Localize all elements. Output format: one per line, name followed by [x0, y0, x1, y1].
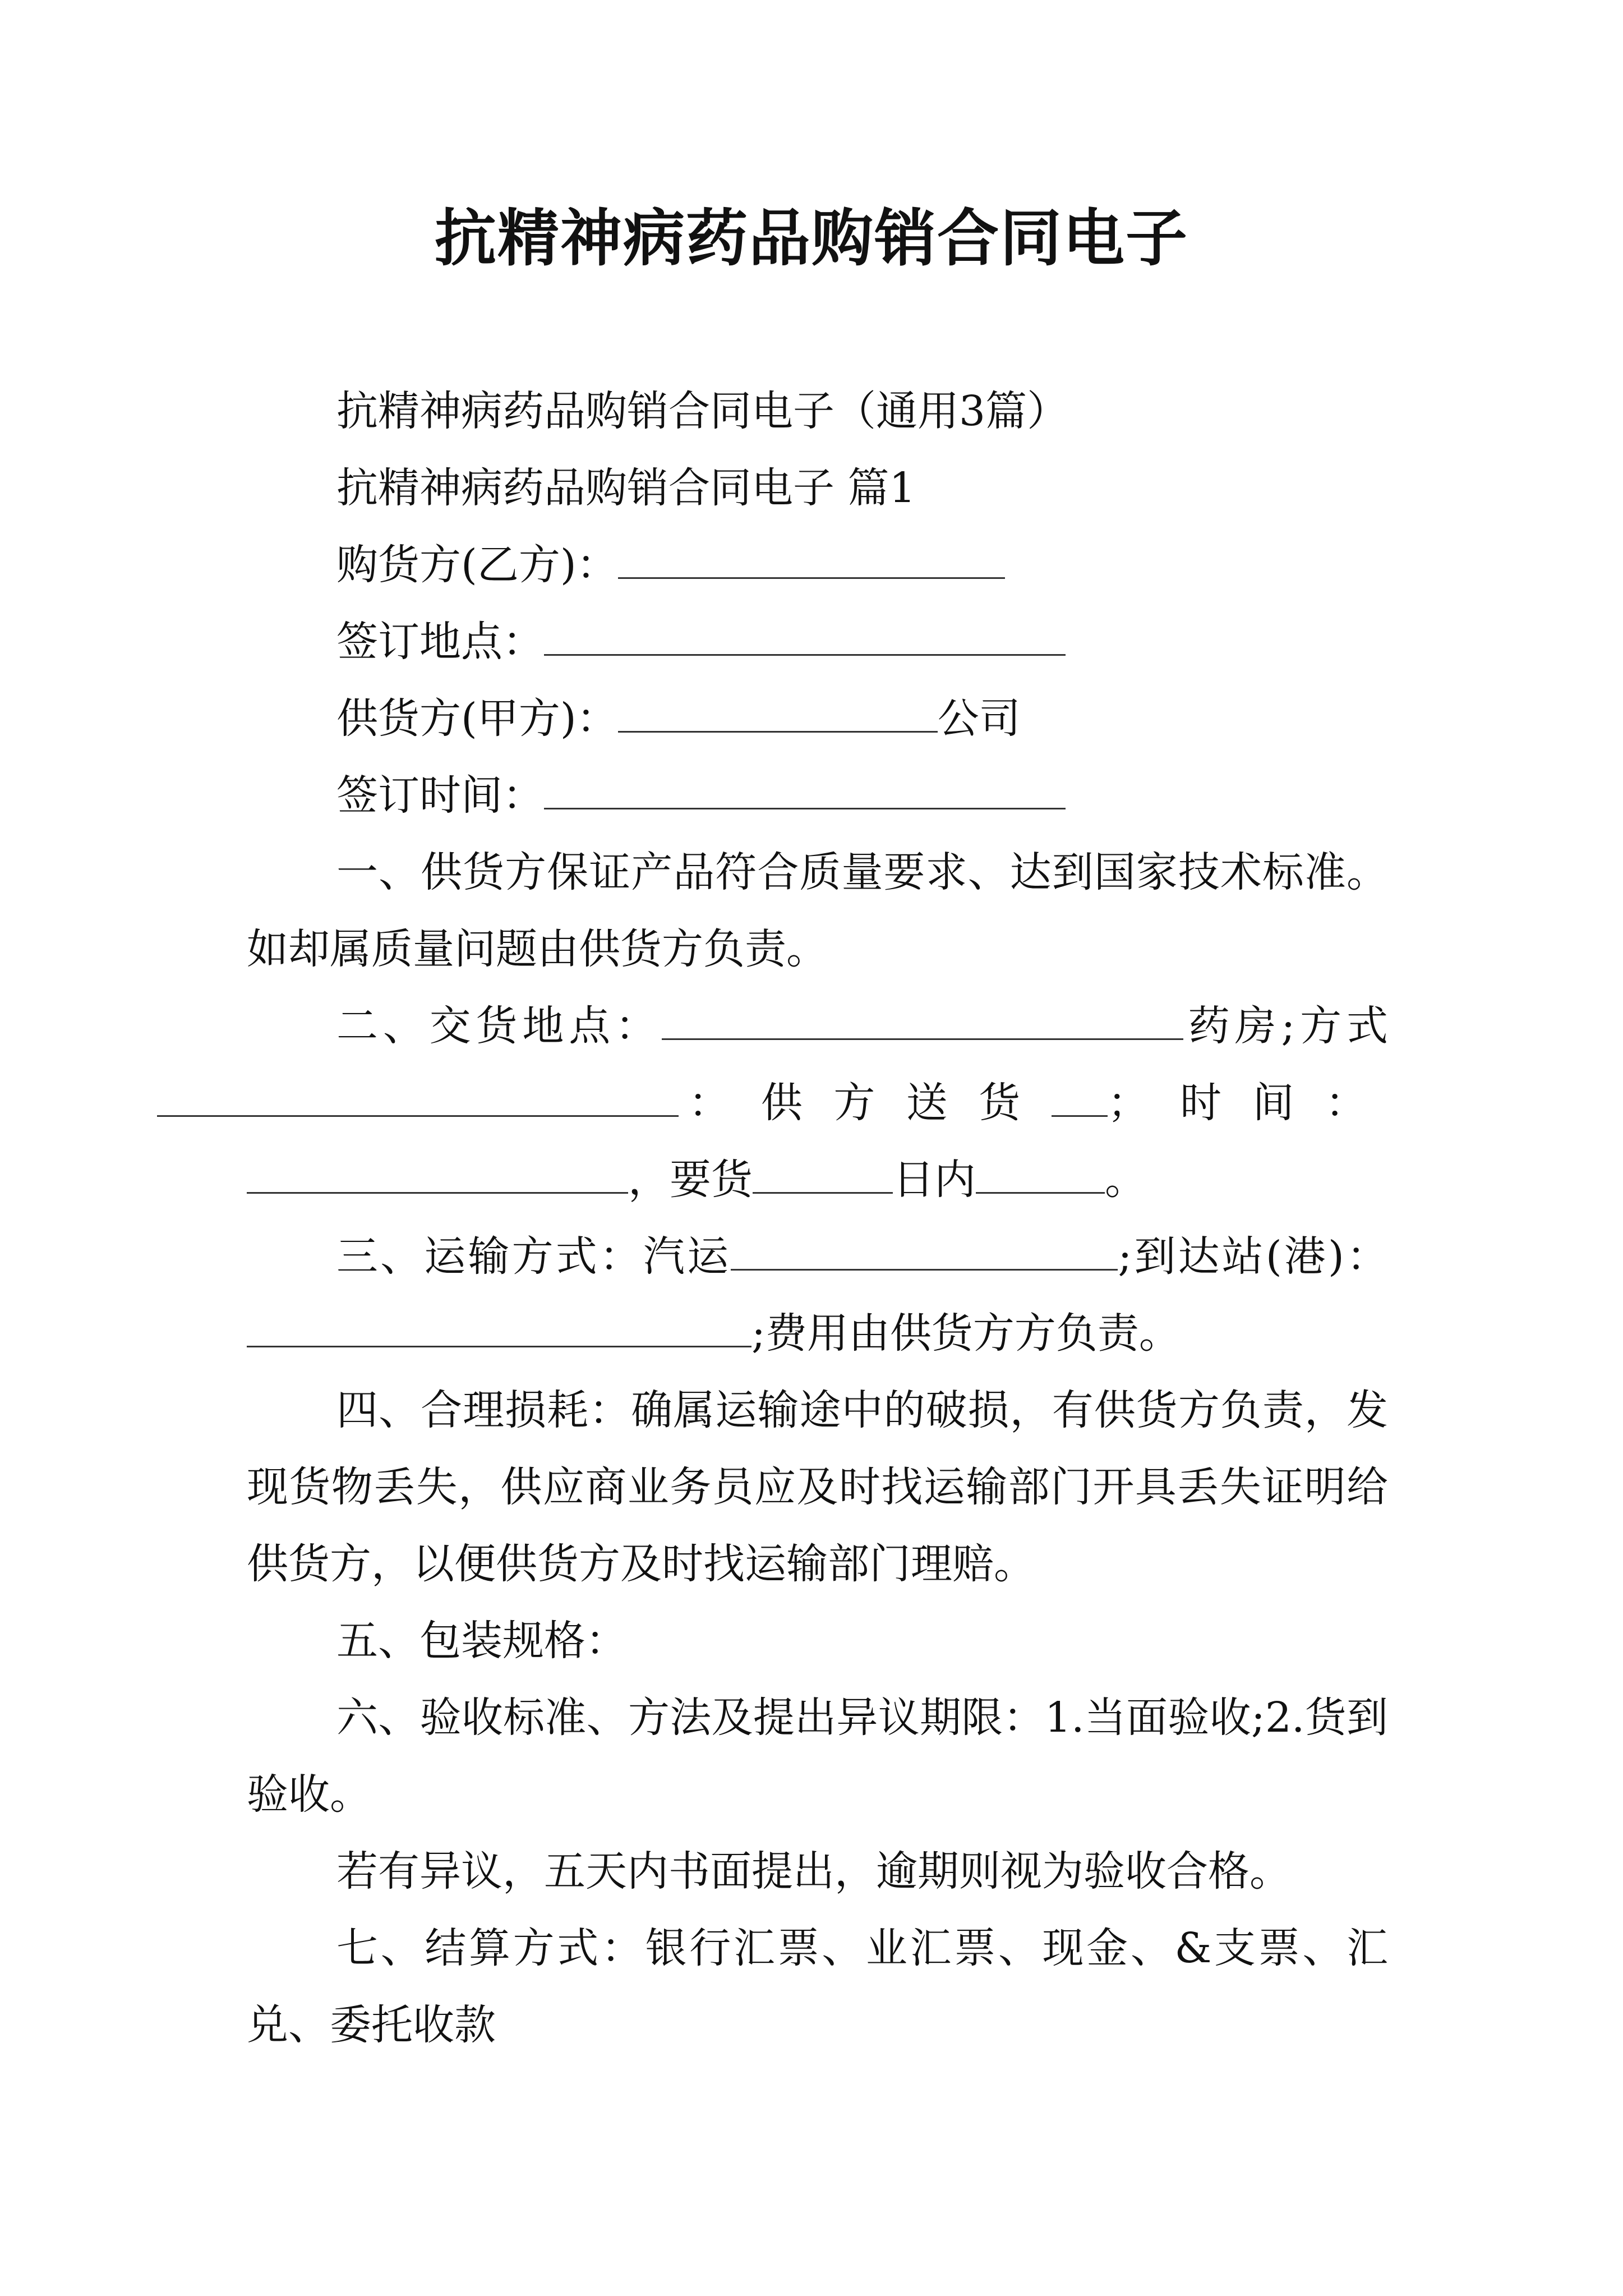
- buyer-label: 购货方(乙方)：: [336, 541, 618, 589]
- clause-3: [247, 1218, 1388, 1372]
- sign-time-blank: [544, 769, 1066, 809]
- clause-7: 七、结算方式：银行汇票、业汇票、现金、&支票、汇兑、委托收款: [247, 1924, 1388, 2049]
- document-title: 抗精神病药品购销合同电子: [435, 202, 1188, 274]
- clause-3-label: 三、运输方式：汽运: [336, 1232, 731, 1281]
- clause-2-time-label: ；时间：: [1107, 1079, 1389, 1127]
- supplier-line: [247, 680, 1388, 757]
- buyer-blank: [618, 538, 1005, 579]
- clause-4: 四、合理损耗：确属运输途中的破损，有供货方负责，发现货物丢失，供应商业务员应及时找运输部门开具丢失证明给供货方，以便供货方及时找运输部门理赔。: [247, 1386, 1388, 1588]
- sign-time-label: 签订时间：: [336, 771, 544, 820]
- sign-place-line: [247, 604, 1388, 680]
- clause-6: 六、验收标准、方法及提出异议期限：1.当面验收;2.货到验收。: [247, 1694, 1388, 1819]
- within-days-blank: [976, 1153, 1105, 1194]
- buyer-line: [247, 527, 1388, 604]
- delivery-time-blank: [247, 1153, 628, 1194]
- clause-2: [247, 988, 1388, 1218]
- clause-2-supplier-delivers: ：供方送货: [679, 1079, 1052, 1127]
- clause-5: 五、包装规格：: [336, 1617, 627, 1665]
- clause-6-note: 若有异议，五天内书面提出，逾期则视为验收合格。: [336, 1847, 1291, 1895]
- supplier-blank: [618, 692, 938, 733]
- sign-place-label: 签订地点：: [336, 618, 544, 666]
- section-heading: 抗精神病药品购销合同电子 篇1: [336, 464, 916, 512]
- supplier-label: 供货方(甲方)：: [336, 694, 618, 743]
- clause-3-cost: ;费用由供货方方负责。: [751, 1309, 1181, 1358]
- clause-2-method-label: 药房;方式: [1183, 1002, 1388, 1050]
- clause-1: 一、供货方保证产品符合质量要求、达到国家技术标准。如却属质量问题由供货方负责。: [247, 848, 1388, 973]
- clause-2-end: 。: [1105, 1156, 1146, 1204]
- station-blank: [247, 1306, 751, 1347]
- transport-blank: [731, 1230, 1118, 1271]
- clause-2-within-label: 日内: [893, 1156, 976, 1204]
- clause-2-label: 二、交货地点：: [336, 1002, 662, 1050]
- delivery-method-blank: [157, 1076, 679, 1117]
- delivery-mark-blank: [1052, 1076, 1108, 1117]
- document-body: [247, 373, 1388, 2064]
- sign-place-blank: [544, 615, 1066, 656]
- delivery-place-blank: [662, 999, 1183, 1040]
- order-days-blank: [753, 1153, 893, 1194]
- clause-2-order-label: ，要货: [628, 1156, 753, 1204]
- clause-3-station-label: ;到达站(港)：: [1118, 1232, 1389, 1281]
- supplier-suffix: 公司: [937, 694, 1021, 743]
- sign-time-line: [247, 757, 1388, 834]
- document-subtitle: 抗精神病药品购销合同电子（通用3篇）: [336, 387, 1069, 435]
